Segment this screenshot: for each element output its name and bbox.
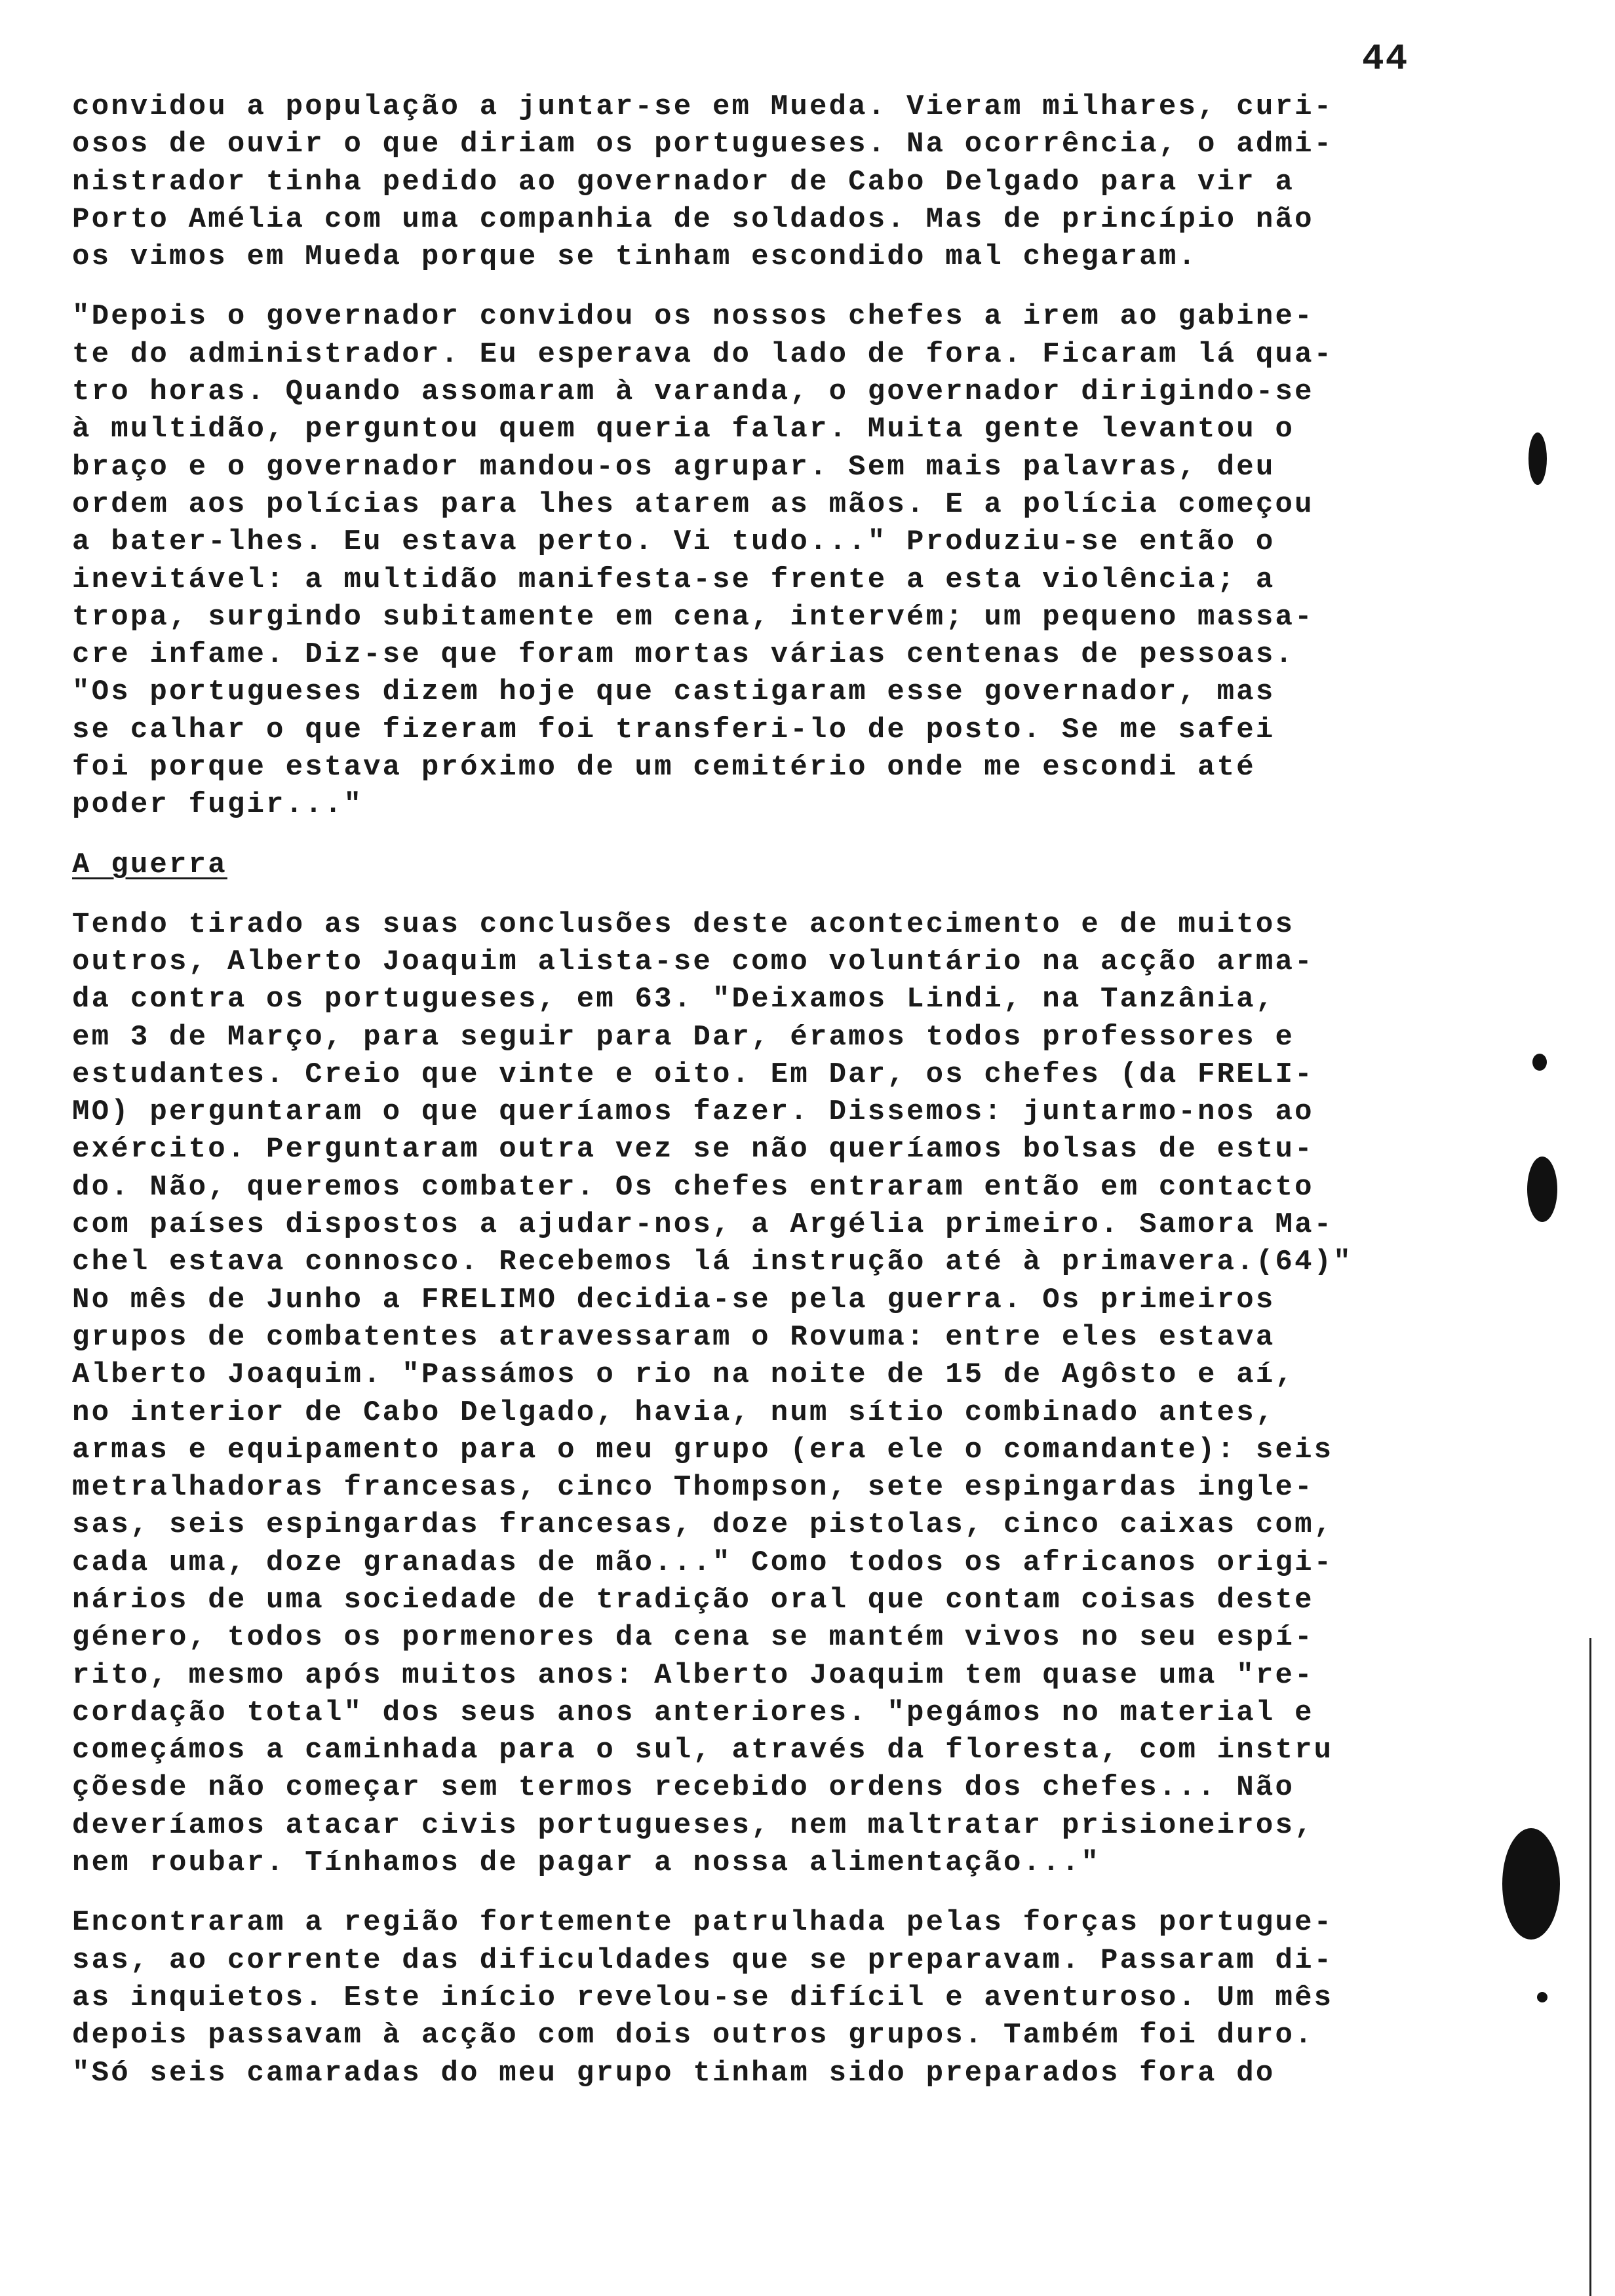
- text-line: se calhar o que fizeram foi transferi-lo de posto. Se me safei: [72, 713, 1275, 746]
- text-line: foi porque estava próximo de um cemitério onde me escondi até: [72, 751, 1256, 784]
- text-line: armas e equipamento para o meu grupo (era ele o comandante): seis: [72, 1433, 1334, 1466]
- text-line: te do administrador. Eu esperava do lado de fora. Ficaram lá qua-: [72, 337, 1334, 371]
- text-line: inevitável: a multidão manifesta-se frente a esta violência; a: [72, 563, 1275, 596]
- text-line: da contra os portugueses, em 63. "Deixamos Lindi, na Tanzânia,: [72, 983, 1275, 1016]
- text-line: Encontraram a região fortemente patrulhada pelas forças portugue-: [72, 1906, 1334, 1940]
- punch-hole-mark: [1527, 1157, 1557, 1222]
- text-line: outros, Alberto Joaquim alista-se como voluntário na acção arma-: [72, 945, 1314, 978]
- page-number: 44: [1362, 38, 1409, 80]
- punch-hole-mark: [1502, 1828, 1560, 1940]
- text-line: tro horas. Quando assomaram à varanda, o governador dirigindo-se: [72, 375, 1314, 409]
- section-heading: A guerra: [72, 848, 227, 881]
- text-line: chel estava connosco. Recebemos lá instrução até à primavera.(64)": [72, 1246, 1353, 1279]
- text-line: Tendo tirado as suas conclusões deste acontecimento e de muitos: [72, 908, 1295, 941]
- text-line: começámos a caminhada para o sul, através da floresta, com instru: [72, 1734, 1334, 1767]
- text-line: nistrador tinha pedido ao governador de Cabo Delgado para vir a: [72, 165, 1295, 199]
- punch-hole-mark: [1532, 1054, 1547, 1071]
- text-line: sas, ao corrente das dificuldades que se preparavam. Passaram di-: [72, 1943, 1334, 1977]
- text-line: com países dispostos a ajudar-nos, a Argélia primeiro. Samora Ma-: [72, 1208, 1334, 1242]
- text-line: MO) perguntaram o que queríamos fazer. Dissemos: juntarmo-nos ao: [72, 1096, 1314, 1129]
- text-line: metralhadoras francesas, cinco Thompson, sete espingardas ingle-: [72, 1471, 1314, 1504]
- text-line: nários de uma sociedade de tradição oral que contam coisas deste: [72, 1583, 1314, 1617]
- text-line: estudantes. Creio que vinte e oito. Em Dar, os chefes (da FRELI-: [72, 1058, 1314, 1091]
- text-line: à multidão, perguntou quem queria falar. Muita gente levantou o: [72, 413, 1295, 446]
- text-line: osos de ouvir o que diriam os portugueses. Na ocorrência, o admi-: [72, 128, 1334, 161]
- text-line: No mês de Junho a FRELIMO decidia-se pela guerra. Os primeiros: [72, 1283, 1275, 1316]
- text-line: a bater-lhes. Eu estava perto. Vi tudo..." Produziu-se então o: [72, 526, 1275, 559]
- text-line: Porto Amélia com uma companhia de soldados. Mas de princípio não: [72, 202, 1314, 236]
- paragraph-4: [72, 1904, 1462, 2092]
- text-line: exército. Perguntaram outra vez se não queríamos bolsas de estu-: [72, 1133, 1314, 1166]
- text-line: nem roubar. Tínhamos de pagar a nossa alimentação...": [72, 1846, 1101, 1880]
- text-line: cre infame. Diz-se que foram mortas várias centenas de pessoas.: [72, 638, 1295, 672]
- paragraph-1: [72, 88, 1462, 276]
- text-line: os vimos em Mueda porque se tinham escondido mal chegaram.: [72, 240, 1198, 274]
- text-line: çõesde não começar sem termos recebido ordens dos chefes... Não: [72, 1771, 1295, 1805]
- punch-hole-mark: [1537, 1992, 1547, 2002]
- text-line: no interior de Cabo Delgado, havia, num sítio combinado antes,: [72, 1396, 1275, 1429]
- text-line: "Os portugueses dizem hoje que castigaram esse governador, mas: [72, 676, 1275, 709]
- text-line: rito, mesmo após muitos anos: Alberto Joaquim tem quase uma "re-: [72, 1658, 1314, 1692]
- text-line: poder fugir...": [72, 788, 364, 822]
- text-line: sas, seis espingardas francesas, doze pistolas, cinco caixas com,: [72, 1508, 1334, 1542]
- text-line: grupos de combatentes atravessaram o Rovuma: entre eles estava: [72, 1320, 1275, 1354]
- paragraph-2: [72, 298, 1462, 824]
- text-line: cordação total" dos seus anos anteriores. "pegámos no material e: [72, 1696, 1314, 1729]
- punch-hole-mark: [1528, 432, 1547, 485]
- text-line: "Só seis camaradas do meu grupo tinham sido preparados fora do: [72, 2056, 1275, 2090]
- text-line: convidou a população a juntar-se em Mueda. Vieram milhares, curi-: [72, 90, 1334, 123]
- text-line: género, todos os pormenores da cena se mantém vivos no seu espí-: [72, 1621, 1314, 1655]
- text-line: Alberto Joaquim. "Passámos o rio na noite de 15 de Agôsto e aí,: [72, 1358, 1295, 1392]
- text-line: em 3 de Março, para seguir para Dar, éramos todos professores e: [72, 1020, 1295, 1054]
- margin-rule: [1589, 1638, 1591, 2296]
- paragraph-3: [72, 906, 1462, 1883]
- text-line: do. Não, queremos combater. Os chefes entraram então em contacto: [72, 1170, 1314, 1204]
- text-line: depois passavam à acção com dois outros grupos. Também foi duro.: [72, 2019, 1314, 2052]
- text-line: cada uma, doze granadas de mão..." Como todos os africanos origi-: [72, 1546, 1334, 1579]
- document-body: [72, 88, 1462, 2114]
- text-line: tropa, surgindo subitamente em cena, intervém; um pequeno massa-: [72, 600, 1314, 634]
- text-line: deveríamos atacar civis portugueses, nem maltratar prisioneiros,: [72, 1808, 1314, 1842]
- text-line: braço e o governador mandou-os agrupar. Sem mais palavras, deu: [72, 450, 1275, 484]
- text-line: ordem aos polícias para lhes atarem as mãos. E a polícia começou: [72, 488, 1314, 521]
- text-line: "Depois o governador convidou os nossos chefes a irem ao gabine-: [72, 300, 1314, 334]
- text-line: as inquietos. Este início revelou-se difícil e aventuroso. Um mês: [72, 1981, 1334, 2014]
